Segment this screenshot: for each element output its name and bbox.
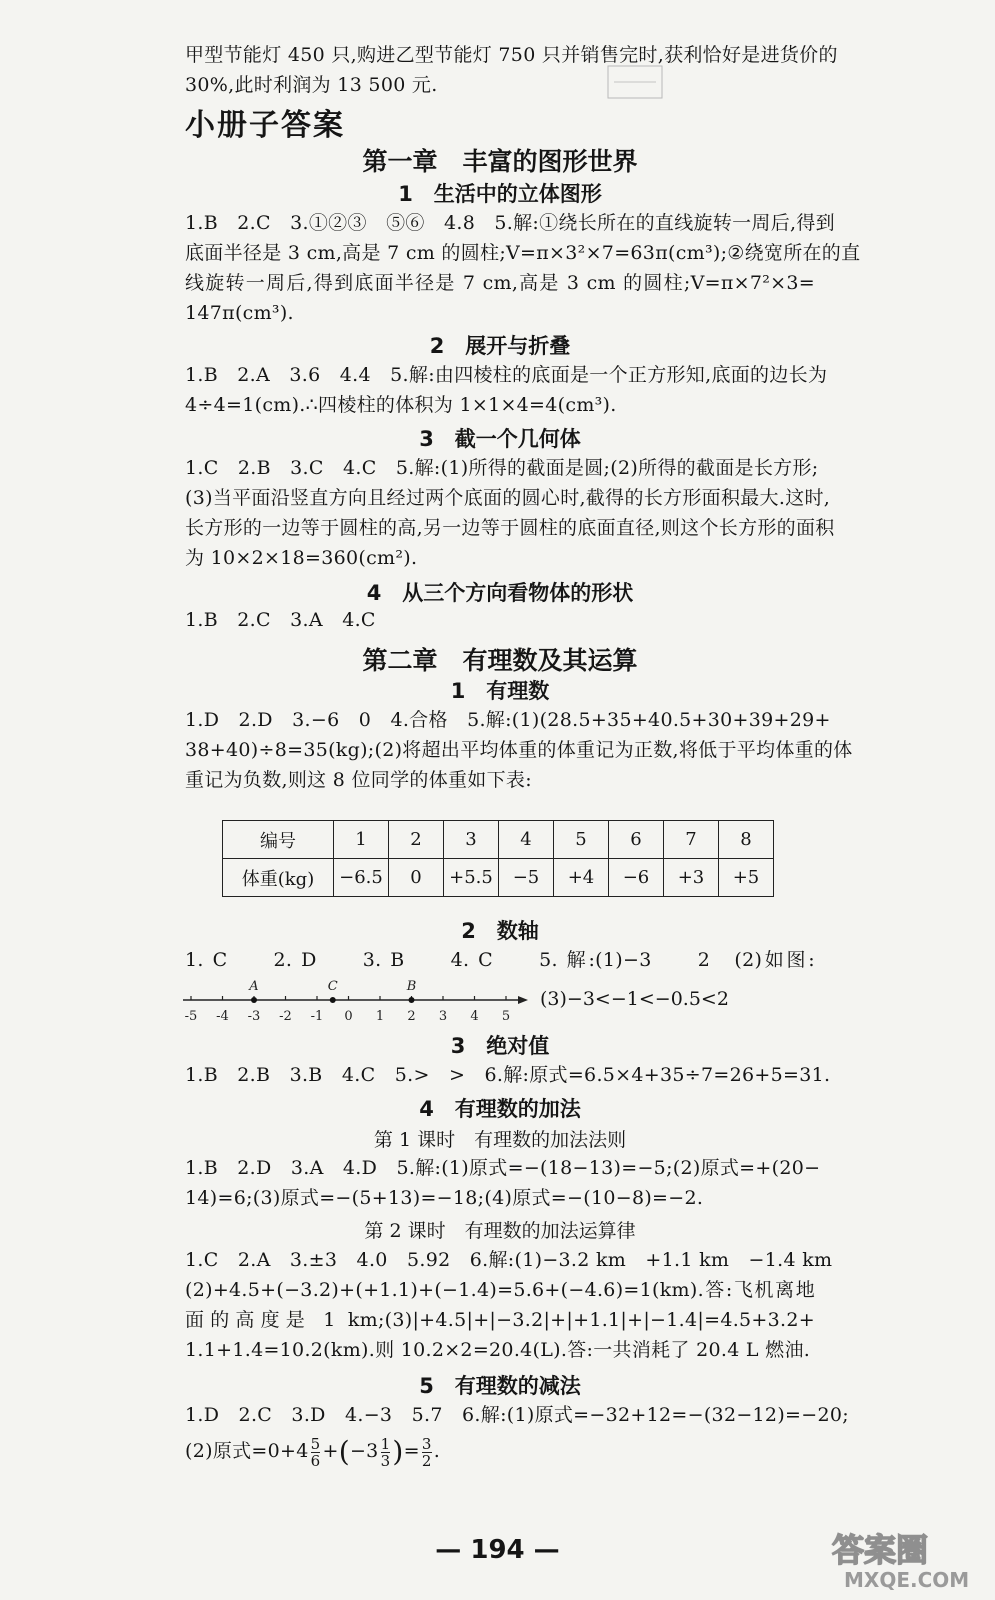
fraction [311, 1436, 321, 1469]
formula-text: . [433, 1440, 441, 1462]
section-title: 5 有理数的减法 [419, 1374, 581, 1398]
page-number: — 194 — [435, 1535, 560, 1565]
table-cell: +3 [664, 859, 719, 897]
text-line: (2)+4.5+(−3.2)+(+1.1)+(−1.4)=5.6+(−4.6)=1(km).答:飞机离地 [185, 1279, 815, 1301]
text-line: 底面半径是 3 cm,高是 7 cm 的圆柱;V=π×3²×7=63π(cm³);②绕宽所在的直 [185, 242, 861, 264]
text-line: 30%,此时利润为 13 500 元. [185, 74, 438, 96]
table-cell: 8 [719, 821, 774, 859]
text-line: 1.D 2.C 3.D 4.−3 5.7 6.解:(1)原式=−32+12=−(32−12)=−20; [185, 1404, 849, 1426]
number-line-point [251, 997, 257, 1003]
table-cell: −6.5 [334, 859, 389, 897]
number-line-point [409, 997, 415, 1003]
formula-line [185, 1433, 815, 1470]
table-cell: 1 [334, 821, 389, 859]
table-header-cell: 编号 [223, 821, 334, 859]
section-title: 2 展开与折叠 [429, 334, 571, 358]
fraction [422, 1436, 432, 1469]
text-line: 线旋转一周后,得到底面半径是 7 cm,高是 3 cm 的圆柱;V=π×7²×3= [185, 272, 815, 294]
number-line-tick-label: 4 [470, 1009, 479, 1024]
text-line: 1.B 2.C 3.A 4.C [185, 609, 376, 631]
section-title: 1 有理数 [450, 679, 550, 703]
inequality-text: (3)−3<−1<−0.5<2 [540, 988, 729, 1010]
section-title: 4 从三个方向看物体的形状 [366, 581, 634, 605]
number-line-tick-label: -2 [279, 1009, 292, 1024]
table-cell: −6 [609, 859, 664, 897]
table-cell: 7 [664, 821, 719, 859]
text-line: 4÷4=1(cm).∴四棱柱的体积为 1×1×4=4(cm³). [185, 394, 617, 416]
text-line: 面的高度是 1 km;(3)|+4.5|+|−3.2|+|+1.1|+|−1.4|=4.5+3.2+ [185, 1309, 815, 1331]
text-line: 为 10×2×18=360(cm²). [185, 547, 418, 569]
fraction-denominator: 2 [421, 1451, 432, 1470]
table-row [223, 859, 774, 897]
chapter-title: 第二章 有理数及其运算 [362, 646, 638, 675]
number-line-tick-label: 2 [407, 1009, 416, 1024]
text-line: 1.B 2.B 3.B 4.C 5.> > 6.解:原式=6.5×4+35÷7=26+5=31. [185, 1064, 831, 1086]
number-line-tick-label: -1 [310, 1009, 324, 1024]
table-cell: 6 [609, 821, 664, 859]
section-title: 1 生活中的立体图形 [398, 182, 602, 206]
number-line-point [330, 997, 336, 1003]
number-line-tick-label: 0 [344, 1009, 353, 1024]
section-title: 4 有理数的加法 [419, 1097, 581, 1121]
lesson-title: 第 2 课时 有理数的加法运算律 [364, 1220, 636, 1242]
number-line-tick-label: -3 [247, 1009, 261, 1024]
number-line-tick-label: 5 [501, 1009, 511, 1024]
text-line: 重记为负数,则这 8 位同学的体重如下表: [185, 769, 532, 791]
fraction-numerator: 5 [310, 1434, 321, 1453]
lesson-title: 第 1 课时 有理数的加法法则 [373, 1129, 627, 1151]
table-header-cell: 体重(kg) [223, 859, 334, 897]
table-cell: 5 [554, 821, 609, 859]
formula-text: (2)原式=0+4 [185, 1440, 309, 1462]
watermark-logo [822, 1525, 994, 1595]
text-line: 1.B 2.A 3.6 4.4 5.解:由四棱柱的底面是一个正方形知,底面的边长为 [185, 364, 828, 386]
text-line: 1. C 2. D 3. B 4. C 5. 解:(1)−3 2 (2)如图: [185, 949, 815, 971]
number-line-tick-label: -5 [184, 1009, 198, 1024]
table-cell: 3 [444, 821, 499, 859]
table-cell: 2 [389, 821, 444, 859]
chapter-title: 第一章 丰富的图形世界 [362, 147, 638, 176]
text-line: 长方形的一边等于圆柱的高,另一边等于圆柱的底面直径,则这个长方形的面积 [185, 517, 835, 539]
text-line: 147π(cm³). [185, 302, 294, 324]
text-line: (3)当平面沿竖直方向且经过两个底面的圆心时,截得的长方形面积最大.这时, [185, 487, 831, 509]
section-title: 2 数轴 [461, 919, 539, 943]
table-row [223, 821, 774, 859]
table-cell: +5.5 [444, 859, 499, 897]
table-cell: +4 [554, 859, 609, 897]
text-line: 1.1+1.4=10.2(km).则 10.2×2=20.4(L).答:一共消耗了 20.4 L 燃油. [185, 1339, 811, 1361]
section-title: 3 截一个几何体 [419, 427, 581, 451]
fraction-denominator: 6 [310, 1451, 321, 1470]
text-line: 38+40)÷8=35(kg);(2)将超出平均体重的体重记为正数,将低于平均体重的体 [185, 739, 853, 761]
arrow-icon [518, 996, 528, 1004]
number-line-point-label: A [249, 979, 259, 994]
table-cell: +5 [719, 859, 774, 897]
formula-text: = [403, 1440, 420, 1462]
text-line: 1.C 2.B 3.C 4.C 5.解:(1)所得的截面是圆;(2)所得的截面是长方形; [185, 457, 819, 479]
fraction [381, 1436, 391, 1469]
booklet-title: 小册子答案 [185, 108, 345, 143]
watermark-text: 答案圈 [832, 1531, 929, 1569]
formula-text: −3 [349, 1440, 379, 1462]
number-line-tick-label: 1 [375, 1009, 385, 1024]
formula-text: + [322, 1440, 339, 1462]
section-title: 3 绝对值 [450, 1034, 550, 1058]
table-cell: 4 [499, 821, 554, 859]
text-line: 1.D 2.D 3.−6 0 4.合格 5.解:(1)(28.5+35+40.5+30+39+29+ [185, 709, 831, 731]
text-line: 1.C 2.A 3.±3 4.0 5.92 6.解:(1)−3.2 km +1.1 km −1.4 km [185, 1249, 833, 1271]
fraction-numerator: 3 [421, 1434, 432, 1453]
weight-table [222, 820, 774, 897]
watermark-url: MXQE.COM [844, 1568, 970, 1592]
text-line: 14)=6;(3)原式=−(5+13)=−18;(4)原式=−(10−8)=−2. [185, 1187, 704, 1209]
number-line-point-label: C [327, 979, 338, 994]
number-line-point-label: B [406, 979, 417, 994]
number-line-tick-label: 3 [438, 1009, 448, 1024]
fraction-numerator: 1 [380, 1434, 391, 1453]
paren-close: ) [392, 1435, 404, 1468]
paren-open: ( [338, 1435, 350, 1468]
text-line: 1.B 2.C 3.①②③ ⑤⑥ 4.8 5.解:①绕长所在的直线旋转一周后,得到 [185, 212, 835, 234]
table-cell: −5 [499, 859, 554, 897]
text-line: 甲型节能灯 450 只,购进乙型节能灯 750 只并销售完时,获利恰好是进货价的 [185, 44, 838, 66]
fraction-denominator: 3 [380, 1451, 391, 1470]
number-line [183, 978, 533, 1028]
text-line: 1.B 2.D 3.A 4.D 5.解:(1)原式=−(18−13)=−5;(2)原式=+(20− [185, 1157, 821, 1179]
table-cell: 0 [389, 859, 444, 897]
number-line-tick-label: -4 [216, 1009, 229, 1024]
